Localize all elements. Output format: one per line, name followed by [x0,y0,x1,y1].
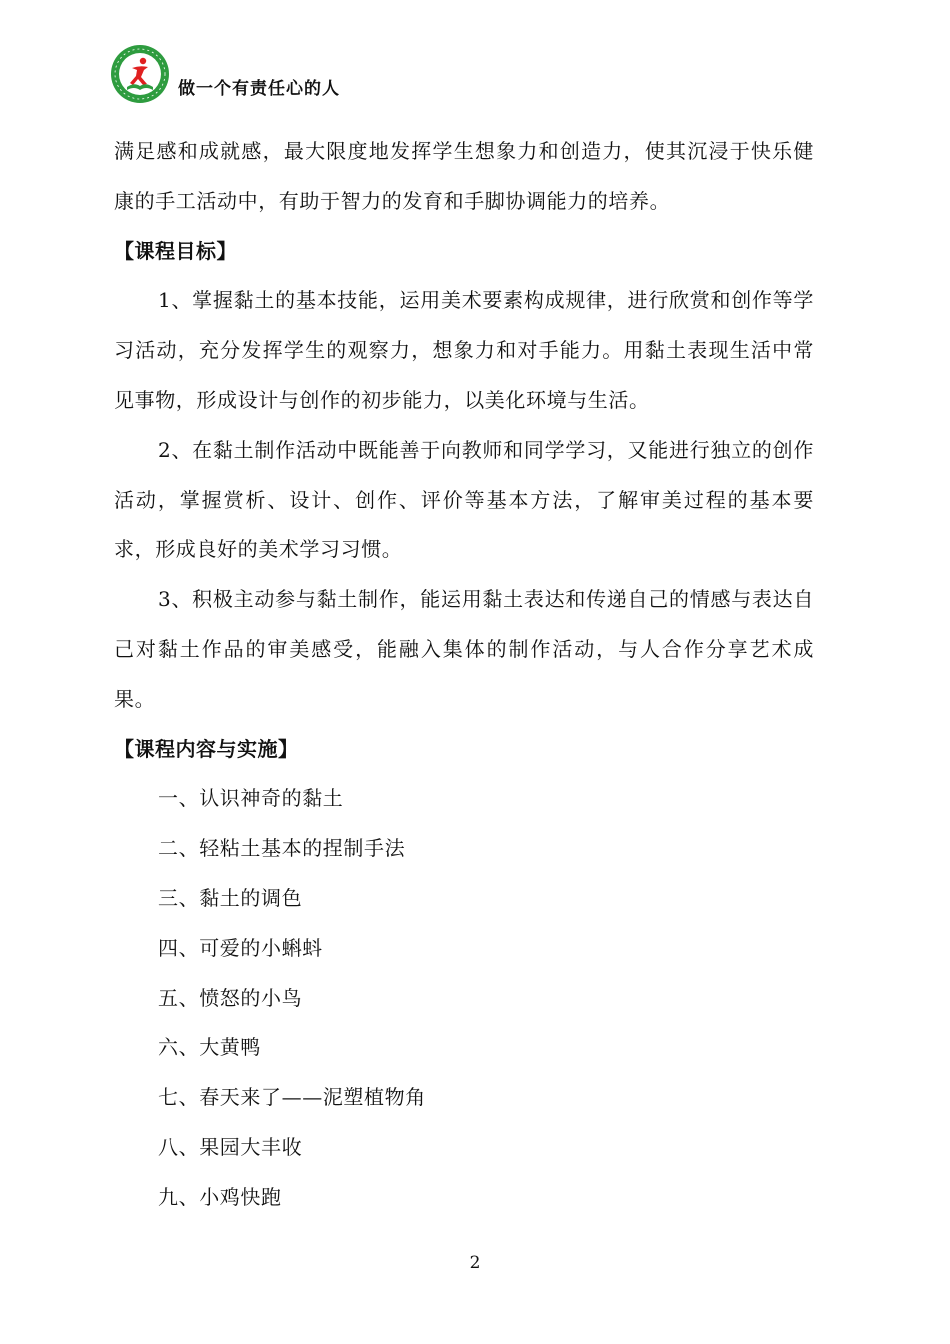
lesson-item: 二、轻粘土基本的捏制手法 [158,836,406,861]
intro-paragraph: 满足感和成就感，最大限度地发挥学生想象力和创造力，使其沉浸于快乐健康的手工活动中，有助于智力的发育和手脚协调能力的培养。 [114,139,814,213]
lesson-list [114,774,814,1222]
lesson-item: 三、黏土的调色 [158,885,303,910]
goal-item-1: 1、掌握黏土的基本技能，运用美术要素构成规律，进行欣赏和创作等学习活动，充分发挥学生的观察力，想象力和对手能力。用黏土表现生活中常见事物，形成设计与创作的初步能力，以美化环境与生活。 [114,288,814,412]
school-motto: 做一个有责任心的人 [178,79,340,99]
document-body [114,127,814,1223]
lesson-item: 六、大黄鸭 [158,1035,261,1060]
lesson-item: 五、愤怒的小鸟 [158,985,303,1010]
page-number: 2 [469,1253,481,1273]
page-header [110,44,840,104]
lesson-item: 八、果园大丰收 [158,1134,303,1159]
lesson-item: 九、小鸡快跑 [158,1184,282,1209]
school-logo-icon [110,44,170,104]
goal-item-2: 2、在黏土制作活动中既能善于向教师和同学学习，又能进行独立的创作活动，掌握赏析、设计、创作、评价等基本方法，了解审美过程的基本要求，形成良好的美术学习习惯。 [114,437,814,562]
goal-item-3: 3、积极主动参与黏土制作，能运用黏土表达和传递自己的情感与表达自己对黏土作品的审美感受，能融入集体的制作活动，与人合作分享艺术成果。 [114,587,814,711]
goals-heading: 【课程目标】 [114,238,237,263]
lesson-item: 四、可爱的小蝌蚪 [158,935,323,960]
lesson-item: 一、认识神奇的黏土 [158,786,344,811]
implementation-heading: 【课程内容与实施】 [114,736,299,761]
lesson-item: 七、春天来了——泥塑植物角 [158,1085,426,1110]
